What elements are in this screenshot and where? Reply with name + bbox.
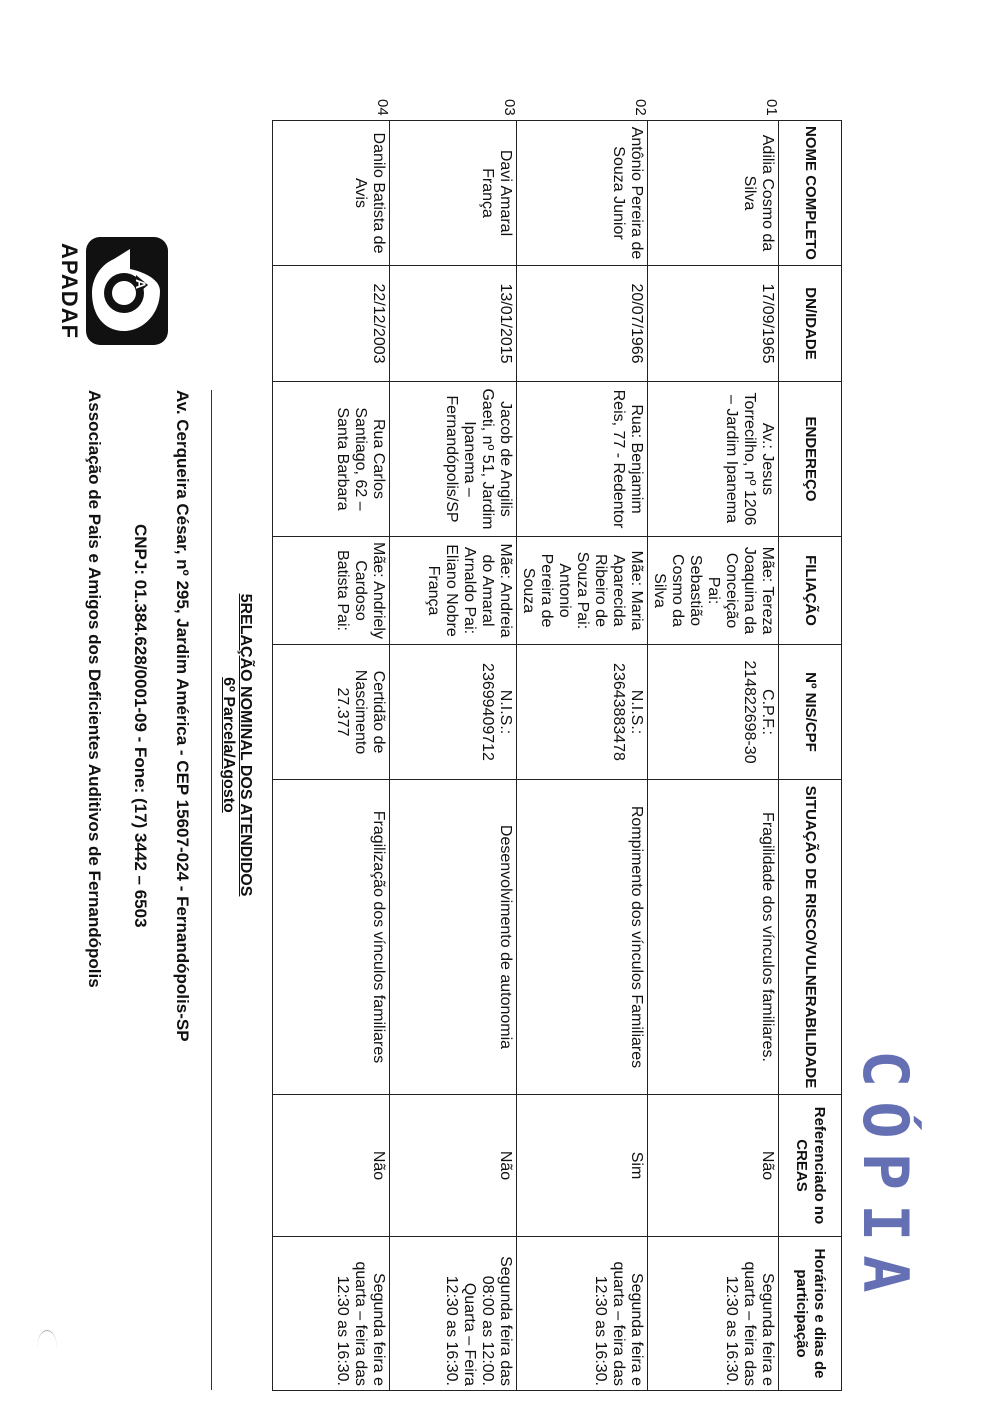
organization-cnpj-phone: CNPJ: 01.384.628/0001-09 - Fone: (17) 3442 – 6503 [131,524,150,928]
cell-filiation: Mãe: Tereza Joaquina da Conceição Pai: Sebastião Cosmo da Silva [648,537,779,645]
cell-filiation: Mãe: Maria Aparecida Ribeiro de Souza Pai: Antonio Pereira de Souza [517,537,648,645]
cell-nis-cpf: C.P.F.: 214822698-30 [648,645,779,780]
row-number: 03 [501,99,518,116]
name-text: Adilia Cosmo da Silva [741,134,776,252]
organization-name: Associação de Pais e Amigos dos Deficientes Auditivos de Fernandópolis [85,390,104,988]
name-text: Antônio Pereira de Souza Junior [610,126,645,260]
paper-mark [37,1330,57,1365]
cell-situation: Desenvolvimento de autonomia [390,780,517,1095]
cell-nis-cpf: N.I.S.: 23643883478 [517,645,648,780]
cell-name [273,99,391,266]
table-row [273,121,390,1391]
row-number: 04 [374,99,391,116]
cell-schedule: Segunda feira das 08:00 as 12:00. Quarta – Feira 12:30 as 16:30. [390,1237,517,1391]
document-subtitle: 6º Parcela/Agosto [220,677,237,813]
cell-situation: Fragilidade dos vínculos familiares. [648,780,779,1095]
cell-creas: Sim [517,1095,648,1237]
col-header-nis-cpf: Nº NIS/CPF [779,645,842,780]
col-header-dob: DN/IDADE [779,266,842,382]
cell-nis-cpf: N.I.S.: 23699409712 [390,645,517,780]
organization-address: Av. Cerqueira César, nº 295, Jardim América - CEP 15607-024 - Fernandópolis-SP [173,390,192,1042]
document-title-block [220,565,254,925]
cell-schedule: Segunda feira e quarta – feira das 12:30 as 16:30. [648,1237,779,1391]
cell-address: Rua Carlos Santiago, 62 – Santa Barbara [273,382,390,537]
attendee-table [272,99,842,1391]
copy-stamp: CÓPIA [849,1050,922,1307]
cell-dob: 20/07/1966 [517,266,648,382]
cell-creas: Não [648,1095,779,1237]
name-text: Davi Amaral França [479,149,514,237]
col-header-address: ENDEREÇO [779,382,842,537]
table-header-row [779,121,842,1391]
table-row [517,121,648,1391]
document-title: 5RELAÇÃO NOMINAL DOS ATENDIDOS [237,593,254,897]
cell-schedule: Segunda feira e quarta – feira das 12:30 as 16:30. [273,1237,390,1391]
cell-name [390,99,518,266]
ear-logo-icon [84,235,170,347]
table-row [648,121,779,1391]
row-number: 02 [632,99,649,116]
cell-situation: Fragilização dos vínculos familiares [273,780,390,1095]
apadaf-logo [56,232,170,350]
col-header-schedule: Horários e dias de participação [779,1237,842,1391]
col-header-creas: Referenciado no CREAS [779,1095,842,1237]
header-divider [211,390,212,1390]
cell-nis-cpf: Certidão de Nascimento 27.377 [273,645,390,780]
table-row [390,121,517,1391]
name-text: Danilo Batista de Avis [352,132,387,254]
cell-creas: Não [390,1095,517,1237]
cell-creas: Não [273,1095,390,1237]
cell-schedule: Segunda feira e quarta – feira das 12:30 as 16:30. [517,1237,648,1391]
cell-filiation: Mãe: Andreia do Amaral Arnaldo Pai: Eliano Nobre França [390,537,517,645]
row-number: 01 [763,99,780,116]
logo-text: APADAF [57,242,82,340]
cell-name [648,99,780,266]
col-header-situation: SITUAÇÃO DE RISCO/VULNERABILIDADE [779,780,842,1095]
cell-filiation: Mãe: Andriely Cardoso Batista Pai: [273,537,390,645]
cell-dob: 22/12/2003 [273,266,390,382]
col-header-name: NOME COMPLETO [779,121,842,266]
cell-address: Av.: Jesus Torrecilho, nº 1206 – Jardim Ipanema [648,382,779,537]
col-header-filiation: FILIAÇÃO [779,537,842,645]
cell-address: Rua: Benjamim Reis, 77 - Redentor [517,382,648,537]
cell-dob: 17/09/1965 [648,266,779,382]
cell-name [517,99,649,266]
cell-dob: 13/01/2015 [390,266,517,382]
cell-address: Jacob de Angilis Gaeti, nº 51, Jardim Ipanema – Fernandópolis/SP [390,382,517,537]
cell-situation: Rompimento dos vínculos Familiares [517,780,648,1095]
svg-text:A: A [133,279,149,290]
